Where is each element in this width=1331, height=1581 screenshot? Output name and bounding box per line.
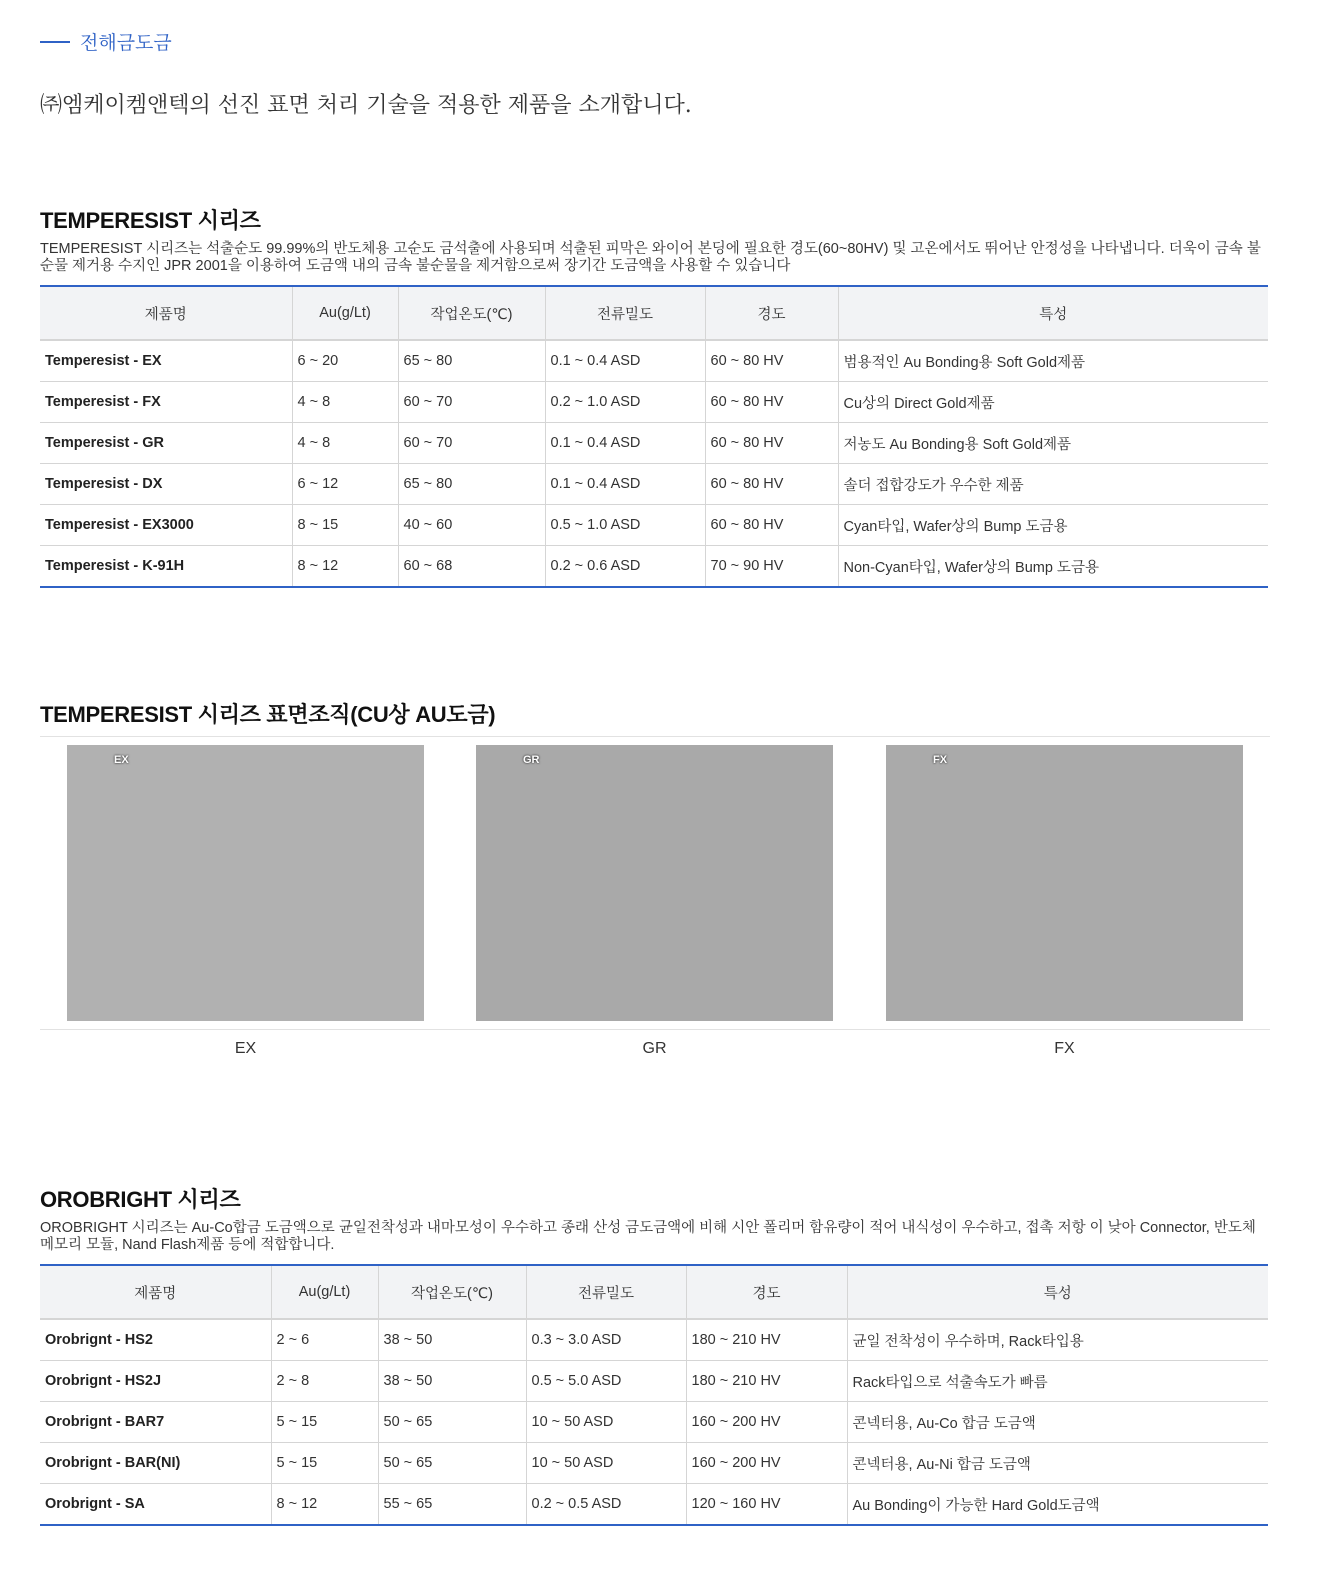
current-value: 0.1 ~ 0.4 ASD (545, 464, 705, 505)
col-header-feature: 특성 (838, 286, 1268, 340)
temp-value: 55 ~ 65 (378, 1484, 526, 1526)
current-value: 0.3 ~ 3.0 ASD (526, 1319, 686, 1361)
breadcrumb (40, 28, 172, 55)
current-value: 0.2 ~ 0.6 ASD (545, 546, 705, 588)
au-value: 4 ~ 8 (292, 423, 398, 464)
table-header-row (40, 286, 1268, 340)
temp-value: 38 ~ 50 (378, 1319, 526, 1361)
product-name: Temperesist - DX (40, 464, 292, 505)
current-value: 0.5 ~ 5.0 ASD (526, 1361, 686, 1402)
feature-value: Non-Cyan타입, Wafer상의 Bump 도금용 (838, 546, 1268, 588)
breadcrumb-line (40, 41, 70, 43)
feature-value: Rack타입으로 석출속도가 빠름 (847, 1361, 1268, 1402)
hardness-value: 60 ~ 80 HV (705, 423, 838, 464)
table-row (40, 1402, 1268, 1443)
sem-texture (886, 745, 1243, 1021)
sem-tag: EX (114, 754, 129, 766)
table-row (40, 546, 1268, 588)
temp-value: 65 ~ 80 (398, 464, 545, 505)
col-header-feature: 특성 (847, 1265, 1268, 1319)
temp-value: 50 ~ 65 (378, 1402, 526, 1443)
col-header-product: 제품명 (40, 1265, 271, 1319)
product-name: Orobrignt - HS2 (40, 1319, 271, 1361)
hardness-value: 60 ~ 80 HV (705, 505, 838, 546)
product-name: Temperesist - GR (40, 423, 292, 464)
sem-gallery (40, 736, 1270, 1030)
caption-gr: GR (642, 1040, 667, 1057)
temp-value: 40 ~ 60 (398, 505, 545, 546)
orobright-table (40, 1264, 1268, 1526)
col-header-temp: 작업온도(℃) (398, 286, 545, 340)
surface-title: TEMPERESIST 시리즈 표면조직(CU상 AU도금) (40, 702, 496, 727)
table-row (40, 1484, 1268, 1526)
temp-value: 65 ~ 80 (398, 340, 545, 382)
sem-texture (476, 745, 833, 1021)
table-row (40, 1361, 1268, 1402)
temp-value: 50 ~ 65 (378, 1443, 526, 1484)
sem-tag: FX (933, 754, 948, 766)
temperesist-table (40, 285, 1268, 588)
feature-value: 저농도 Au Bonding용 Soft Gold제품 (838, 423, 1268, 464)
hardness-value: 180 ~ 210 HV (686, 1361, 847, 1402)
hardness-value: 160 ~ 200 HV (686, 1443, 847, 1484)
col-header-current: 전류밀도 (526, 1265, 686, 1319)
feature-value: 콘넥터용, Au-Co 합금 도금액 (847, 1402, 1268, 1443)
sem-texture (67, 745, 424, 1021)
temperesist-description: TEMPERESIST 시리즈는 석출순도 99.99%의 반도체용 고순도 금석출에 사용되며 석출된 피막은 와이어 본딩에 필요한 경도(60~80HV) 및 고온에서도 뛰어난 안정성을 나타냅니다. 더욱이 금속 불순물 제거용 수지인 JPR 2001을 이용하여 도금액 내의 금속 불순물을 제거함으로써 장기간 도금액을 사용할 수 있습니다 (40, 241, 1261, 274)
au-value: 8 ~ 12 (292, 546, 398, 588)
table-header-row (40, 1265, 1268, 1319)
caption-fx: FX (1054, 1040, 1075, 1057)
feature-value: 균일 전착성이 우수하며, Rack타입용 (847, 1319, 1268, 1361)
table-row (40, 1443, 1268, 1484)
product-name: Temperesist - K-91H (40, 546, 292, 588)
au-value: 2 ~ 8 (271, 1361, 378, 1402)
orobright-description: OROBRIGHT 시리즈는 Au-Co합금 도금액으로 균일전착성과 내마모성이 우수하고 종래 산성 금도금액에 비해 시안 폴리머 함유량이 적어 내식성이 우수하고, 접촉 저항 이 낮아 Connector, 반도체 메모리 모듈, Nand Flash제품 등에 적합합니다. (40, 1220, 1256, 1253)
sem-tag: GR (523, 754, 540, 766)
au-value: 2 ~ 6 (271, 1319, 378, 1361)
col-header-temp: 작업온도(℃) (378, 1265, 526, 1319)
product-name: Orobrignt - HS2J (40, 1361, 271, 1402)
au-value: 5 ~ 15 (271, 1402, 378, 1443)
table-row (40, 1319, 1268, 1361)
col-header-au: Au(g/Lt) (292, 286, 398, 340)
au-value: 8 ~ 12 (271, 1484, 378, 1526)
current-value: 10 ~ 50 ASD (526, 1402, 686, 1443)
col-header-hardness: 경도 (705, 286, 838, 340)
orobright-title: OROBRIGHT 시리즈 (40, 1187, 241, 1212)
product-name: Temperesist - EX3000 (40, 505, 292, 546)
page-intro: ㈜엠케이켐앤텍의 선진 표면 처리 기술을 적용한 제품을 소개합니다. (40, 93, 692, 118)
table-row (40, 382, 1268, 423)
hardness-value: 180 ~ 210 HV (686, 1319, 847, 1361)
hardness-value: 60 ~ 80 HV (705, 382, 838, 423)
au-value: 5 ~ 15 (271, 1443, 378, 1484)
breadcrumb-label: 전해금도금 (80, 33, 172, 54)
temp-value: 60 ~ 68 (398, 546, 545, 588)
au-value: 8 ~ 15 (292, 505, 398, 546)
hardness-value: 60 ~ 80 HV (705, 464, 838, 505)
current-value: 10 ~ 50 ASD (526, 1443, 686, 1484)
current-value: 0.1 ~ 0.4 ASD (545, 423, 705, 464)
hardness-value: 120 ~ 160 HV (686, 1484, 847, 1526)
col-header-product: 제품명 (40, 286, 292, 340)
product-name: Orobrignt - BAR7 (40, 1402, 271, 1443)
current-value: 0.2 ~ 0.5 ASD (526, 1484, 686, 1526)
au-value: 6 ~ 12 (292, 464, 398, 505)
hardness-value: 60 ~ 80 HV (705, 340, 838, 382)
caption-ex: EX (234, 1040, 257, 1057)
temperesist-title: TEMPERESIST 시리즈 (40, 208, 261, 233)
temp-value: 60 ~ 70 (398, 423, 545, 464)
sem-image-gr (476, 745, 833, 1021)
col-header-hardness: 경도 (686, 1265, 847, 1319)
feature-value: 콘넥터용, Au-Ni 합금 도금액 (847, 1443, 1268, 1484)
current-value: 0.1 ~ 0.4 ASD (545, 340, 705, 382)
product-name: Orobrignt - SA (40, 1484, 271, 1526)
col-header-au: Au(g/Lt) (271, 1265, 378, 1319)
feature-value: 솔더 접합강도가 우수한 제품 (838, 464, 1268, 505)
table-row (40, 423, 1268, 464)
hardness-value: 70 ~ 90 HV (705, 546, 838, 588)
temp-value: 60 ~ 70 (398, 382, 545, 423)
au-value: 6 ~ 20 (292, 340, 398, 382)
product-name: Temperesist - EX (40, 340, 292, 382)
hardness-value: 160 ~ 200 HV (686, 1402, 847, 1443)
feature-value: Cyan타입, Wafer상의 Bump 도금용 (838, 505, 1268, 546)
sem-image-fx (886, 745, 1243, 1021)
table-row (40, 505, 1268, 546)
sem-image-ex (67, 745, 424, 1021)
product-name: Temperesist - FX (40, 382, 292, 423)
feature-value: 범용적인 Au Bonding용 Soft Gold제품 (838, 340, 1268, 382)
current-value: 0.2 ~ 1.0 ASD (545, 382, 705, 423)
temp-value: 38 ~ 50 (378, 1361, 526, 1402)
feature-value: Cu상의 Direct Gold제품 (838, 382, 1268, 423)
au-value: 4 ~ 8 (292, 382, 398, 423)
current-value: 0.5 ~ 1.0 ASD (545, 505, 705, 546)
table-row (40, 464, 1268, 505)
table-row (40, 340, 1268, 382)
feature-value: Au Bonding이 가능한 Hard Gold도금액 (847, 1484, 1268, 1526)
col-header-current: 전류밀도 (545, 286, 705, 340)
product-name: Orobrignt - BAR(NI) (40, 1443, 271, 1484)
